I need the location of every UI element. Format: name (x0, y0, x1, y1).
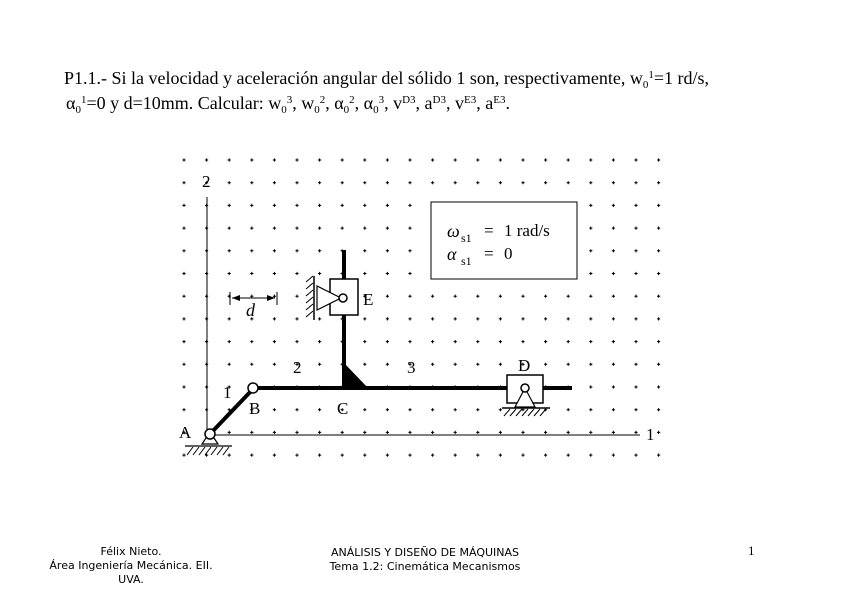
omega-subscript: s1 (461, 231, 472, 245)
unknown-symbol: a (424, 93, 433, 113)
superscript: 1 (80, 94, 87, 106)
joint-a (205, 429, 215, 439)
separator: , (446, 93, 455, 113)
footer-author-block (36, 545, 226, 587)
alpha-symbol: α (447, 244, 457, 264)
superscript: 2 (349, 94, 355, 106)
x-axis-label: 1 (646, 425, 655, 444)
omega-symbol: ω (447, 221, 460, 241)
slider-e (306, 276, 358, 320)
separator: . (505, 93, 510, 113)
unknown-symbol: w (301, 93, 315, 113)
superscript: 2 (319, 94, 326, 106)
unknown-symbol: v (455, 93, 464, 113)
unknown-symbol: α (334, 93, 344, 113)
point-label-e: E (363, 290, 374, 309)
problem-statement (64, 66, 824, 116)
link-label-2: 2 (293, 358, 302, 377)
subscript: 0 (343, 104, 350, 116)
subscript: 0 (281, 104, 287, 116)
point-label-d: D (518, 356, 531, 375)
footer-course: ANÁLISIS Y DISEÑO DE MÁQUINAS (330, 546, 520, 559)
subscript: 0 (373, 104, 379, 116)
page-number: 1 (748, 543, 755, 558)
point-label-b: B (249, 399, 261, 418)
point-label-a: A (179, 423, 192, 442)
omega-value-text: =1 rd/s, (653, 68, 709, 88)
alpha-subscript: s1 (461, 254, 472, 268)
separator: , (325, 93, 335, 113)
superscript: E3 (493, 94, 506, 106)
unknown-symbol: α (363, 93, 374, 113)
dimension-label: d (246, 300, 255, 320)
alpha-equals: = (484, 244, 494, 263)
point-label-c: C (337, 399, 349, 418)
y-axis-label: 2 (202, 172, 211, 191)
link-label-3: 3 (407, 358, 416, 377)
superscript: 3 (286, 94, 293, 106)
subscript: 0 (642, 79, 649, 91)
problem-intro-text: P1.1.- Si la velocidad y aceleración angular del sólido 1 son, respectivamente, w (64, 68, 643, 88)
calculate-text: =0 y d=10mm. Calcular: (86, 93, 269, 113)
problem-line-1 (64, 66, 824, 91)
separator: , (415, 93, 425, 113)
separator: , (476, 93, 486, 113)
unknown-symbol: w (268, 93, 282, 113)
omega-equals: = (484, 221, 494, 240)
subscript: 0 (314, 104, 320, 116)
problem-line-2 (64, 91, 824, 116)
footer-course-block (320, 546, 530, 574)
dimension-d (230, 292, 277, 320)
link-1 (210, 389, 253, 434)
superscript: 3 (378, 94, 385, 106)
separator: , (292, 93, 302, 113)
mechanism-diagram (170, 150, 680, 470)
separator: , (384, 93, 394, 113)
unknown-symbol: v (393, 93, 403, 113)
link-3-gusset (344, 363, 368, 388)
subscript: 0 (75, 104, 81, 116)
footer-author: Félix Nieto. (100, 545, 162, 558)
superscript: 1 (648, 69, 654, 81)
footer-department: Área Ingeniería Mecánica. EII. UVA. (49, 559, 213, 586)
superscript: D3 (402, 94, 416, 106)
superscript: E3 (464, 94, 477, 106)
link-label-1: 1 (223, 383, 232, 402)
unknown-symbol: a (485, 93, 494, 113)
footer-topic: Tema 1.2: Cinemática Mecanismos (329, 560, 521, 573)
superscript: D3 (432, 94, 446, 106)
slider-d (502, 375, 550, 416)
alpha-symbol: α (66, 93, 76, 113)
separator: , (354, 93, 364, 113)
omega-value: 1 rad/s (504, 221, 550, 240)
alpha-value: 0 (504, 244, 513, 263)
joint-b (248, 383, 258, 393)
